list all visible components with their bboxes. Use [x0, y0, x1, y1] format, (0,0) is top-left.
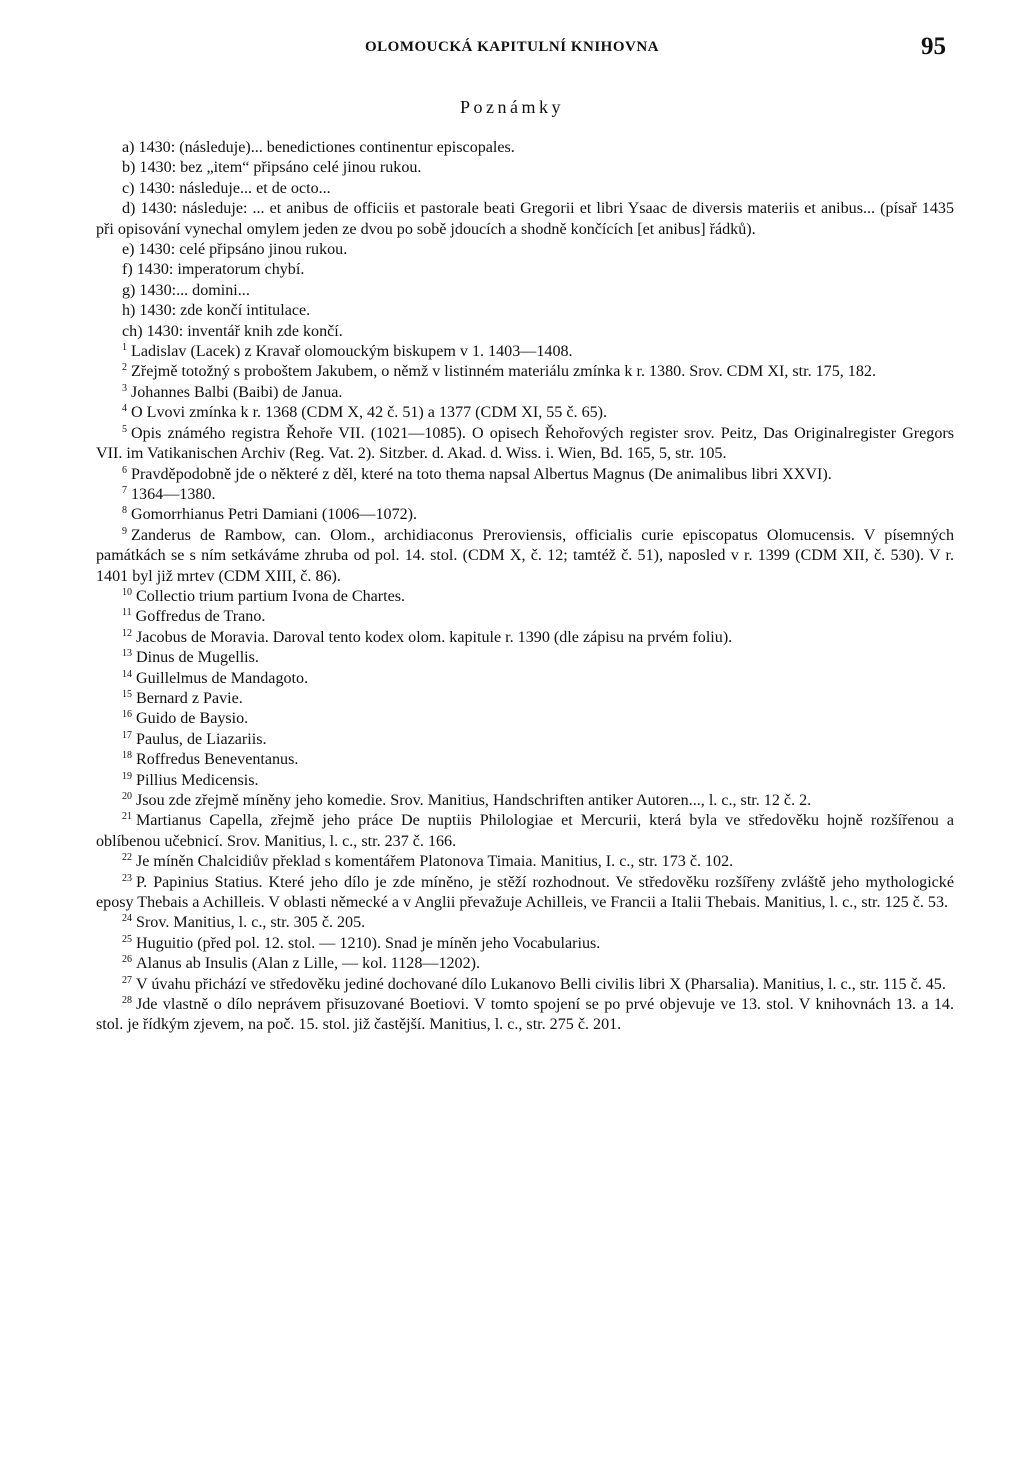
note-item: [96, 403, 954, 423]
note-item: [96, 628, 954, 648]
note-text: Srov. Manitius, l. c., str. 305 č. 205.: [136, 914, 366, 932]
note-item: [96, 465, 954, 485]
note-item: [96, 730, 954, 750]
note-marker: 15: [122, 688, 132, 700]
note-text: f) 1430: imperatorum chybí.: [122, 261, 305, 279]
note-text: Je míněn Chalcidiův překlad s komentářem Platonova Timaia. Manitius, I. c., str. 173 č. 102.: [136, 853, 734, 871]
note-marker: 11: [122, 607, 132, 619]
note-item: [96, 954, 954, 974]
note-marker: 20: [122, 791, 132, 802]
note-item: [96, 526, 954, 587]
note-text: Martianus Capella, zřejmě jeho práce De nuptiis Philologiae et Mercurii, která byla ve středověku hojně rozšířenou a oblíbenou učebnicí. Srov. Manitius, l. c., str. 237 č. 166.: [96, 812, 954, 850]
note-marker: 9: [122, 525, 127, 537]
note-text: Opis známého registra Řehoře VII. (1021—1085). O opisech Řehořových register srov. Peitz, Das Originalregister Gregors VII. im Vatikanischen Archiv (Reg. Vat. 2). Sitzber. d. Akad. d. Wiss. i. Wien, Bd. 165, 5, str. 105.: [96, 424, 954, 463]
note-item: [96, 179, 954, 199]
note-item: [96, 240, 954, 260]
note-marker: 28: [122, 995, 132, 1007]
note-item: [96, 648, 954, 668]
note-marker: 26: [122, 954, 132, 966]
note-marker: 23: [122, 872, 132, 884]
running-title: OLOMOUCKÁ KAPITULNÍ KNIHOVNA: [364, 39, 659, 55]
note-text: Dinus de Mugellis.: [136, 649, 259, 667]
note-marker: 22: [122, 852, 132, 864]
note-text: 1364—1380.: [131, 485, 216, 503]
note-marker: 1: [122, 342, 127, 354]
note-text: g) 1430:... domini...: [122, 281, 250, 299]
note-item: [96, 587, 954, 607]
note-text: O Lvovi zmínka k r. 1368 (CDM X, 42 č. 51) a 1377 (CDM XI, 55 č. 65).: [131, 404, 608, 422]
note-text: Gomorrhianus Petri Damiani (1006—1072).: [131, 506, 418, 524]
note-text: Paulus, de Liazariis.: [136, 730, 267, 748]
note-marker: 14: [122, 668, 132, 680]
note-marker: 18: [122, 750, 132, 762]
note-text: Johannes Balbi (Baibi) de Janua.: [131, 383, 343, 401]
note-item: [96, 975, 954, 995]
note-item: [96, 791, 954, 811]
note-text: Zanderus de Rambow, can. Olom., archidiaconus Preroviensis, officialis curie episcopatus Olomucensis. V písemných památkách se s ním setkáváme zhruba od pol. 14. stol. (CDM X, č. 12; tamtéž č. 51), naposled v r. 1399 (CDM XII, č. 530). V r. 1401 byl již mrtev (CDM XIII, č. 86).: [96, 526, 954, 585]
note-marker: 24: [122, 913, 132, 925]
note-text: b) 1430: bez „item“ připsáno celé jinou rukou.: [122, 159, 422, 177]
note-text: Huguitio (před pol. 12. stol. — 1210). Snad je míněn jeho Vocabularius.: [136, 934, 601, 952]
note-text: Goffredus de Trano.: [135, 608, 266, 626]
note-item: [96, 771, 954, 791]
notes-list: [96, 138, 954, 1036]
note-item: [96, 322, 954, 342]
note-item: [96, 750, 954, 770]
note-item: [96, 342, 954, 362]
note-text: Guido de Baysio.: [136, 710, 249, 728]
note-text: h) 1430: zde končí intitulace.: [122, 302, 311, 320]
note-marker: 4: [122, 403, 127, 415]
note-item: [96, 505, 954, 525]
note-item: [96, 852, 954, 872]
note-marker: 3: [122, 382, 127, 394]
note-item: [96, 138, 954, 158]
note-marker: 27: [122, 974, 132, 986]
note-text: e) 1430: celé připsáno jinou rukou.: [122, 241, 348, 259]
note-item: [96, 995, 954, 1036]
running-head: [0, 33, 1024, 60]
note-item: [96, 709, 954, 729]
note-text: Alanus ab Insulis (Alan z Lille, — kol. 1128—1202).: [136, 955, 481, 973]
note-item: [96, 281, 954, 301]
note-text: P. Papinius Statius. Které jeho dílo je zde míněno, je stěží rozhodnout. Ve středověku rozšířeny zvláště jeho mythologické eposy Thebais a Achilleis. V oblasti německé a v Anglii převažuje Achilleis, ve Francii a Italii Thebais. Manitius, l. c., str. 125 č. 53.: [96, 873, 954, 912]
note-item: [96, 913, 954, 933]
note-marker: 19: [122, 770, 132, 782]
note-item: [96, 199, 954, 240]
note-item: [96, 260, 954, 280]
note-marker: 2: [122, 362, 127, 374]
note-item: [96, 424, 954, 465]
note-text: Pillius Medicensis.: [136, 771, 259, 789]
page-number: 95: [921, 33, 946, 60]
note-item: [96, 301, 954, 321]
note-text: a) 1430: (následuje)... benedictiones continentur episcopales.: [122, 139, 515, 156]
note-text: Jde vlastně o dílo neprávem přisuzované Boetiovi. V tomto spojení se po prvé objevuje ve 13. stol. V knihovnách 13. a 14. stol. je řídkým zjevem, na poč. 15. stol. již častější. Manitius, l. c., str. 275 č. 201.: [96, 996, 954, 1034]
note-marker: 17: [122, 729, 132, 741]
note-text: Jsou zde zřejmě míněny jeho komedie. Srov. Manitius, Handschriften antiker Autoren..., l. c., str. 12 č. 2.: [136, 792, 812, 809]
note-marker: 7: [122, 484, 127, 496]
note-marker: 6: [122, 464, 127, 476]
note-item: [96, 811, 954, 852]
note-item: [96, 689, 954, 709]
note-text: Zřejmě totožný s proboštem Jakubem, o němž v listinném materiálu zmínka k r. 1380. Srov. CDM XI, str. 175, 182.: [131, 363, 876, 381]
note-text: Guillelmus de Mandagoto.: [136, 669, 309, 687]
note-text: c) 1430: následuje... et de octo...: [122, 179, 331, 197]
note-text: Pravděpodobně jde o některé z děl, které na toto thema napsal Albertus Magnus (De animalibus libri XXVI).: [131, 465, 832, 483]
note-text: Bernard z Pavie.: [136, 689, 243, 707]
note-text: d) 1430: následuje: ... et anibus de officiis et pastorale beati Gregorii et libri Ysaac de diversis materiis et anibus... (písař 1435 při opisování vynechal omylem jeden ze dvou po sobě jdoucích a shodně končících [et anibus] řádků).: [96, 200, 954, 238]
notes-heading: Poznámky: [460, 97, 564, 117]
note-marker: 5: [122, 423, 127, 435]
note-marker: 16: [122, 709, 132, 721]
note-item: [96, 607, 954, 627]
note-item: [96, 934, 954, 954]
note-item: [96, 669, 954, 689]
note-item: [96, 362, 954, 382]
note-text: Ladislav (Lacek) z Kravař olomouckým biskupem v 1. 1403—1408.: [131, 343, 573, 361]
note-marker: 21: [122, 811, 132, 823]
note-text: Jacobus de Moravia. Daroval tento kodex olom. kapitule r. 1390 (dle zápisu na prvém foliu).: [136, 628, 733, 646]
note-item: [96, 485, 954, 505]
note-marker: 10: [122, 586, 132, 598]
note-item: [96, 873, 954, 914]
note-item: [96, 158, 954, 178]
note-text: V úvahu přichází ve středověku jediné dochované dílo Lukanovo Belli civilis libri X (Pharsalia). Manitius, l. c., str. 115 č. 45.: [136, 975, 946, 993]
note-text: ch) 1430: inventář knih zde končí.: [122, 322, 343, 340]
note-marker: 25: [122, 933, 132, 945]
note-item: [96, 383, 954, 403]
note-marker: 8: [122, 505, 127, 517]
note-marker: 13: [122, 648, 132, 660]
note-marker: 12: [122, 627, 132, 639]
note-text: Roffredus Beneventanus.: [136, 751, 299, 769]
note-text: Collectio trium partium Ivona de Chartes.: [136, 587, 406, 605]
